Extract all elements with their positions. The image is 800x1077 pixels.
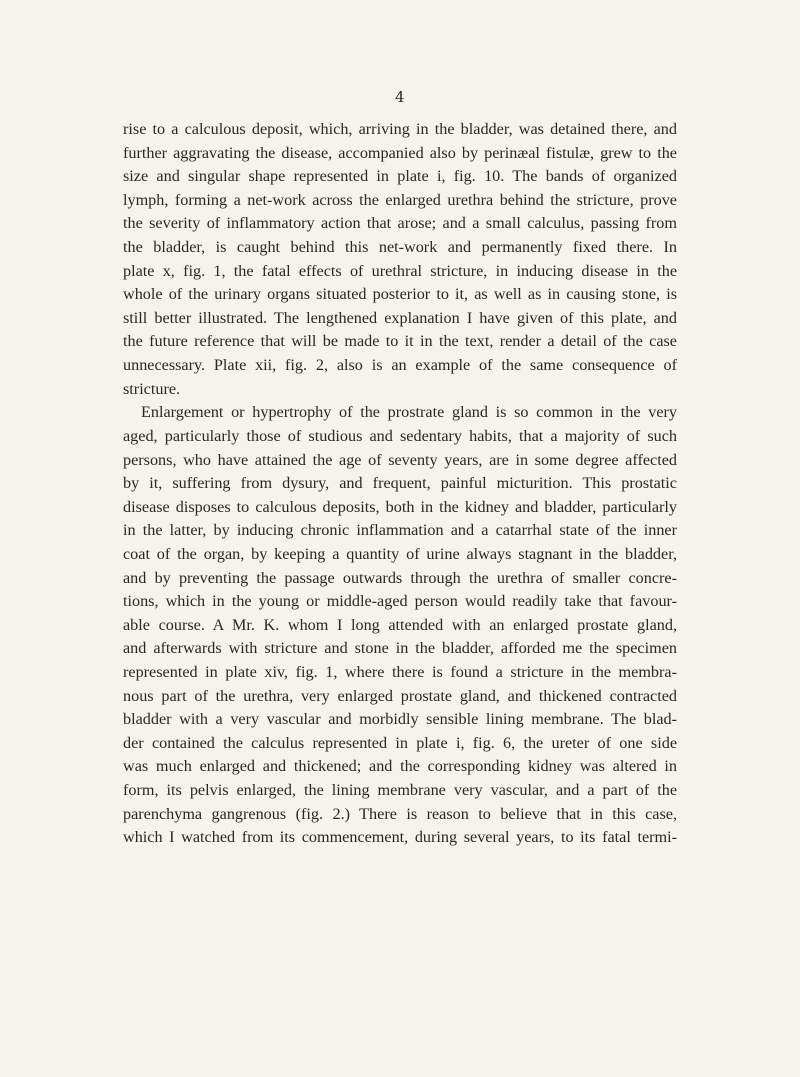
page-number: 4 <box>394 88 406 106</box>
text-line: lymph, forming a net-work across the enlarged urethra behind the stricture, prove <box>123 190 677 209</box>
text-line: der contained the calculus represented in plate i, fig. 6, the ureter of one side <box>123 733 677 752</box>
text-line: in the latter, by inducing chronic inflammation and a catarrhal state of the inner <box>123 521 677 540</box>
paragraph-2 <box>123 401 677 850</box>
text-line: plate x, fig. 1, the fatal effects of urethral stricture, in inducing disease in the <box>123 261 677 280</box>
text-line: was much enlarged and thickened; and the corresponding kidney was altered in <box>123 757 677 776</box>
paragraph-1 <box>123 118 677 401</box>
text-line: stricture. <box>123 379 181 398</box>
text-line: rise to a calculous deposit, which, arriving in the bladder, was detained there, and <box>123 120 677 138</box>
text-line: represented in plate xiv, fig. 1, where there is found a stricture in the membra- <box>123 663 677 682</box>
text-line: the bladder, is caught behind this net-work and permanently fixed there. In <box>123 238 677 257</box>
text-line: the severity of inflammatory action that arose; and a small calculus, passing from <box>123 214 677 233</box>
text-line: and afterwards with stricture and stone in the bladder, afforded me the specimen <box>123 639 677 658</box>
text-line: persons, who have attained the age of seventy years, are in some degree affected <box>123 450 677 469</box>
text-line: bladder with a very vascular and morbidly sensible lining membrane. The blad- <box>123 710 677 729</box>
text-line: further aggravating the disease, accompanied also by perinæal fistulæ, grew to the <box>123 143 677 162</box>
text-line: able course. A Mr. K. whom I long attended with an enlarged prostate gland, <box>123 615 677 634</box>
text-line: coat of the organ, by keeping a quantity of urine always stagnant in the bladder, <box>123 544 677 563</box>
text-line: the future reference that will be made to it in the text, render a detail of the case <box>123 332 677 351</box>
text-line: form, its pelvis enlarged, the lining membrane very vascular, and a part of the <box>123 781 677 800</box>
text-line: size and singular shape represented in plate i, fig. 10. The bands of organized <box>123 167 677 186</box>
text-line: by it, suffering from dysury, and frequent, painful micturition. This prostatic <box>123 474 677 493</box>
text-line: parenchyma gangrenous (fig. 2.) There is reason to believe that in this case, <box>123 804 677 823</box>
text-line: tions, which in the young or middle-aged person would readily take that favour- <box>123 592 677 611</box>
text-line: and by preventing the passage outwards through the urethra of smaller concre- <box>123 568 677 587</box>
text-line: unnecessary. Plate xii, fig. 2, also is an example of the same consequence of <box>123 356 677 375</box>
text-line: nous part of the urethra, very enlarged prostate gland, and thickened contracted <box>123 686 677 705</box>
text-line: disease disposes to calculous deposits, both in the kidney and bladder, particularly <box>123 497 677 516</box>
text-line: which I watched from its commencement, during several years, to its fatal termi- <box>123 828 677 847</box>
text-line: Enlargement or hypertrophy of the prostrate gland is so common in the very <box>141 403 677 422</box>
text-line: aged, particularly those of studious and sedentary habits, that a majority of such <box>123 426 677 445</box>
text-line: whole of the urinary organs situated posterior to it, as well as in causing stone, is <box>123 285 677 304</box>
text-line: still better illustrated. The lengthened explanation I have given of this plate, and <box>123 308 677 327</box>
body-text <box>123 118 677 850</box>
